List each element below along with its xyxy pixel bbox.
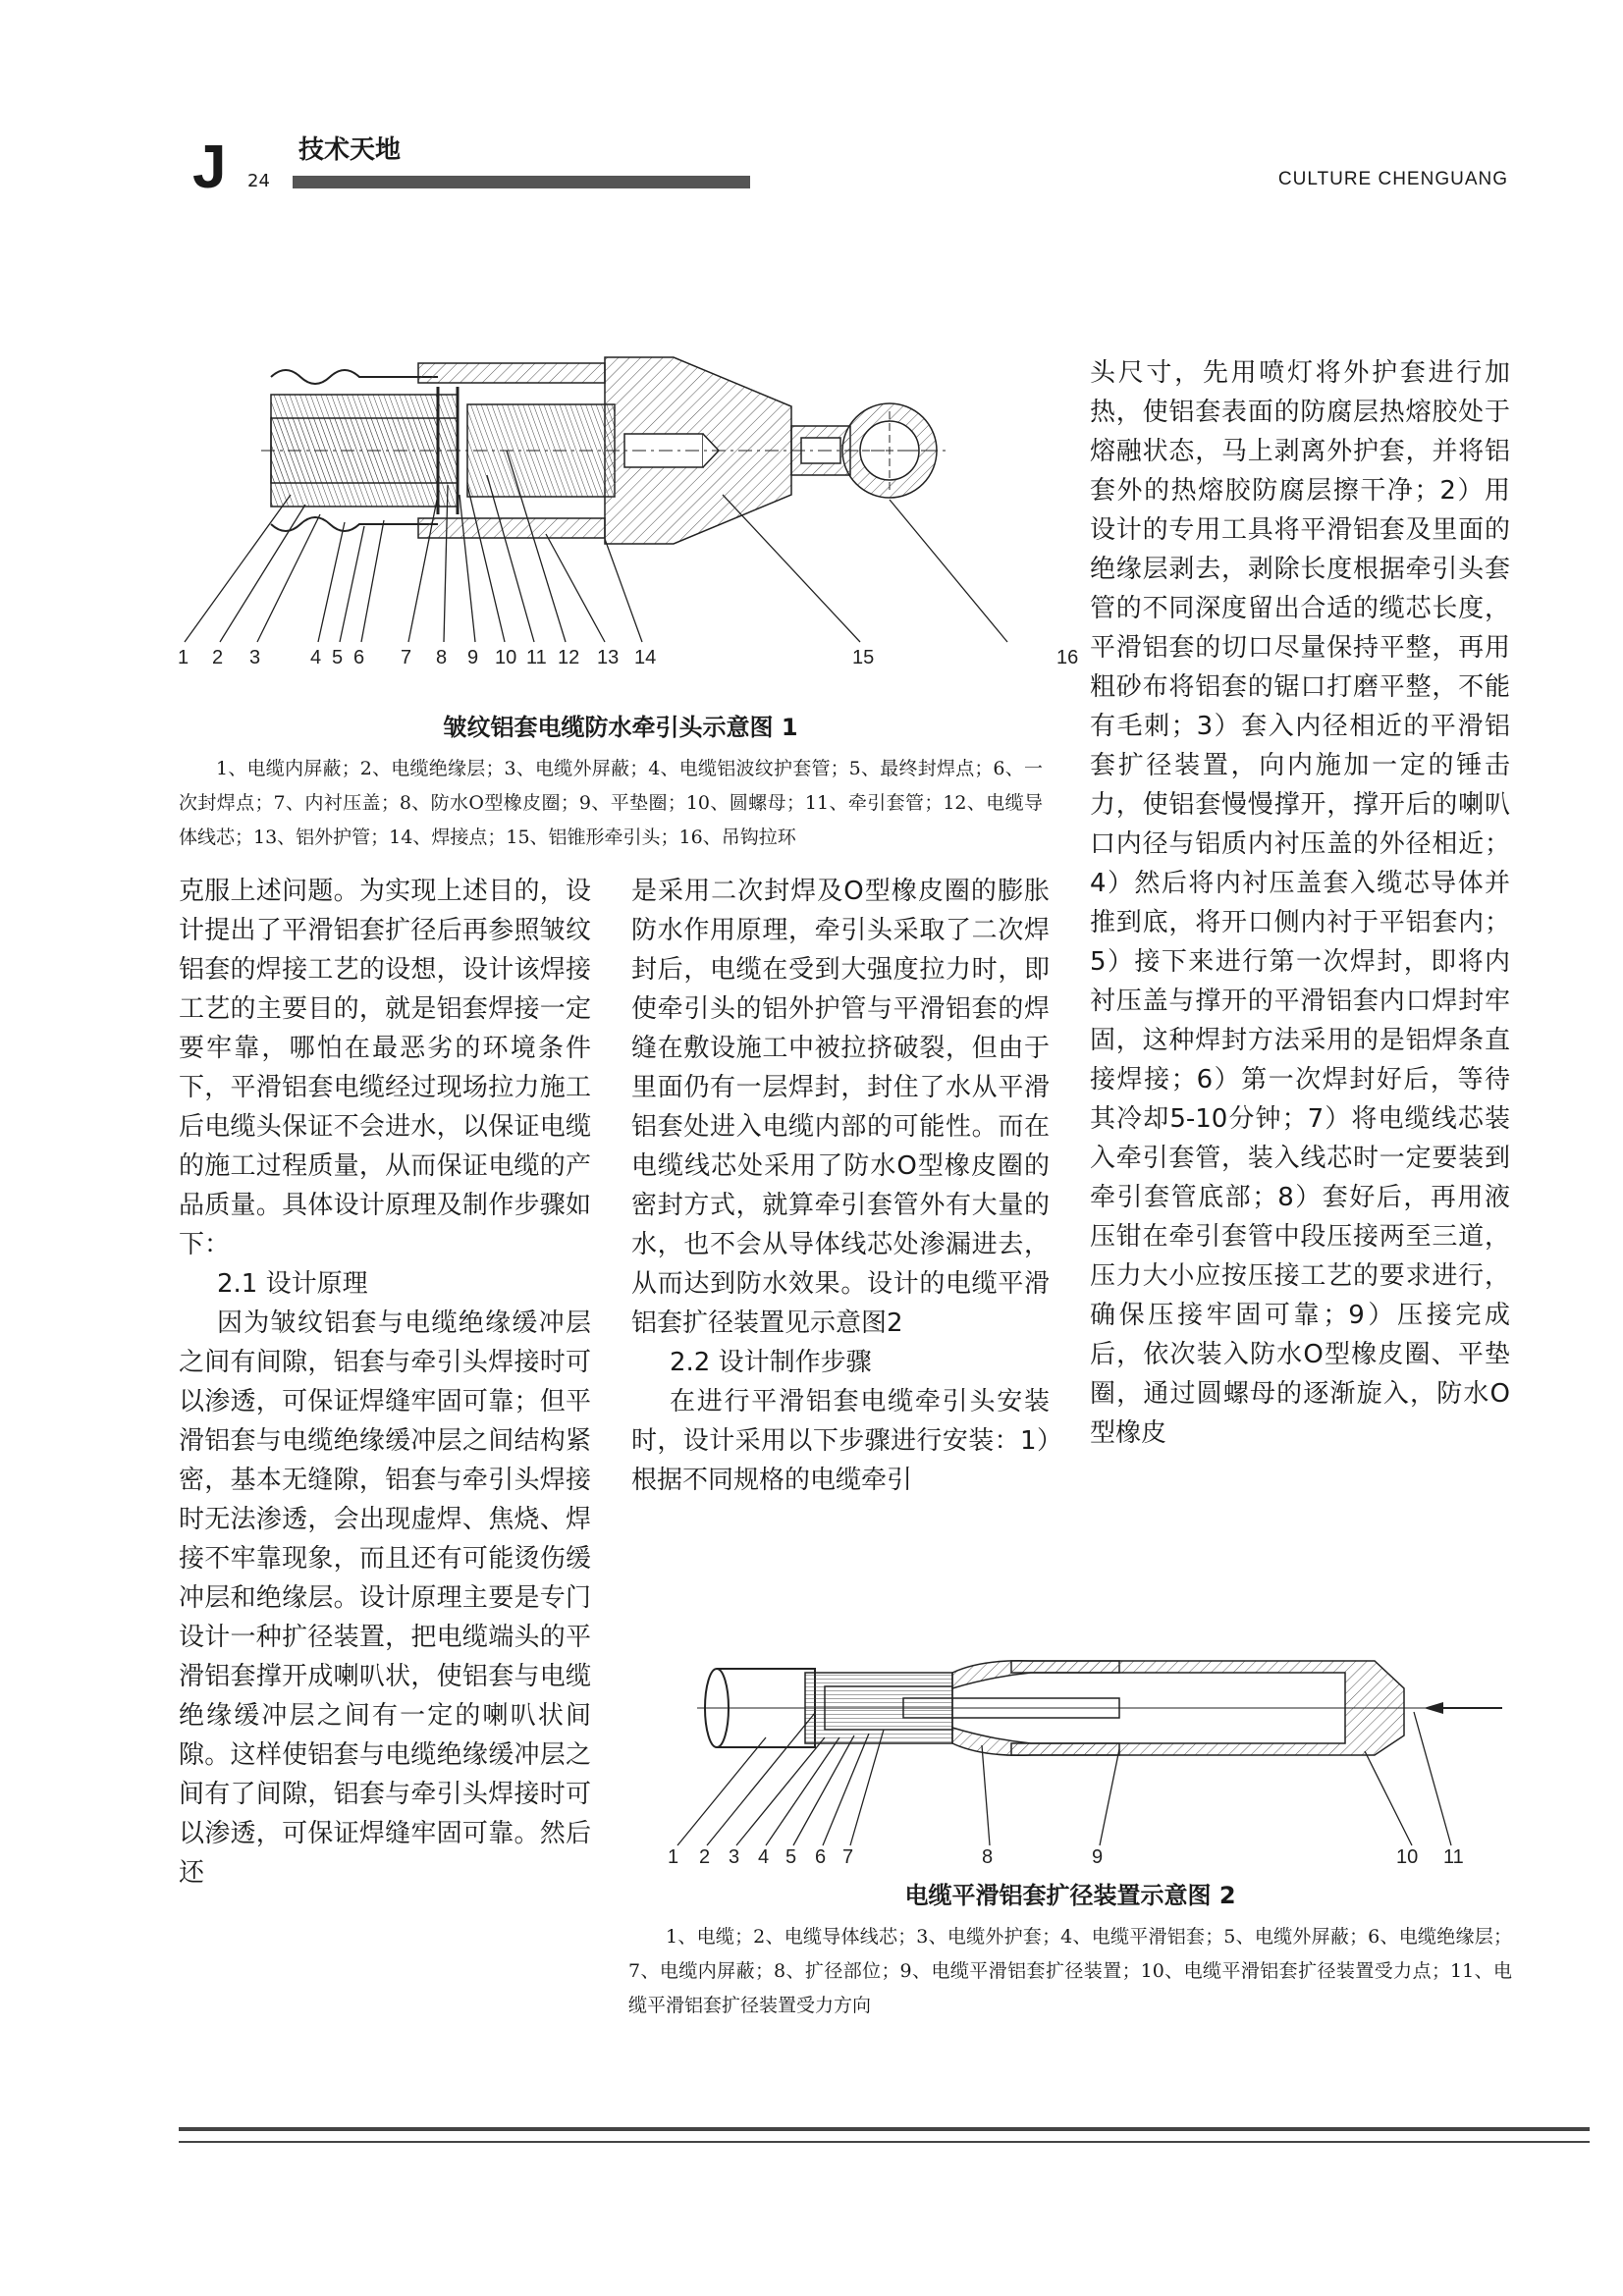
fig1-label: 4 xyxy=(310,647,322,668)
fig2-label: 4 xyxy=(758,1846,770,1865)
header-letter: J xyxy=(192,133,227,201)
fig2-label: 8 xyxy=(982,1846,994,1865)
fig1-label: 16 xyxy=(1056,647,1079,668)
fig1-label: 6 xyxy=(353,647,365,668)
fig2-label: 5 xyxy=(785,1846,797,1865)
fig2-label: 10 xyxy=(1396,1846,1419,1865)
figure-1-drawing xyxy=(173,347,1088,671)
fig2-label: 2 xyxy=(699,1846,711,1865)
figure-1-title: 皱纹铝套电缆防水牵引头示意图 1 xyxy=(443,714,798,741)
page-number: 24 xyxy=(247,171,270,191)
fig1-label: 5 xyxy=(332,647,344,668)
fig2-label: 9 xyxy=(1092,1846,1104,1865)
fig1-label: 13 xyxy=(597,647,620,668)
footer-rule xyxy=(179,2141,1590,2143)
paragraph: 头尺寸，先用喷灯将外护套进行加热，使铝套表面的防腐层热熔胶处于熔融状态，马上剥离外护套，并将铝套外的热熔胶防腐层擦干净；2）用设计的专用工具将平滑铝套及里面的绝缘层剥去，剥除长度根据牵引头套管的不同深度留出合适的缆芯长度，平滑铝套的切口尽量保持平整，再用粗砂布将铝套的锯口打磨平整，不能有毛刺；3）套入内径相近的平滑铝套扩径装置，向内施加一定的锤击力，使铝套慢慢撑开，撑开后的喇叭口内径与铝质内衬压盖的外径相近；4）然后将内衬压盖套入缆芯导体并推到底，将开口侧内衬于平铝套内；5）接下来进行第一次焊封，即将内衬压盖与撑开的平滑铝套内口焊封牢固，这种焊封方法采用的是铝焊条直接焊接；6）第一次焊封好后，等待其冷却5-10分钟；7）将电缆线芯装入牵引套管，装入线芯时一定要装到牵引套管底部；8）套好后，再用液压钳在牵引套管中段压接两至三道，压力大小应按压接工艺的要求进行，确保压接牢固可靠；9）压接完成后，依次装入防水O型橡皮圈、平垫圈，通过圆螺母的逐渐旋入，防水O型橡皮 xyxy=(1090,358,1510,1448)
figure-2-title: 电缆平滑铝套扩径装置示意图 2 xyxy=(904,1882,1236,1909)
fig1-label: 10 xyxy=(495,647,517,668)
footer-rule xyxy=(179,2127,1590,2131)
left-column xyxy=(179,872,591,1893)
fig1-label: 15 xyxy=(852,647,875,668)
fig2-label: 7 xyxy=(842,1846,854,1865)
fig1-label: 3 xyxy=(249,647,261,668)
figure-2-legend: 1、电缆；2、电缆导体线芯；3、电缆外护套；4、电缆平滑铝套；5、电缆外屏蔽；6、电缆绝缘层；7、电缆内屏蔽；8、扩径部位；9、电缆平滑铝套扩径装置；10、电缆平滑铝套扩径装置受力点；11、电缆平滑铝套扩径装置受力方向 xyxy=(628,1926,1512,2016)
figure-1 xyxy=(173,347,1088,671)
fig1-label: 2 xyxy=(212,647,224,668)
fig2-label: 1 xyxy=(668,1846,679,1865)
figure-2 xyxy=(658,1659,1522,1865)
fig1-label: 1 xyxy=(178,647,189,668)
paragraph: 是采用二次封焊及O型橡皮圈的膨胀防水作用原理，牵引头采取了二次焊封后，电缆在受到大强度拉力时，即使牵引头的铝外护管与平滑铝套的焊缝在敷设施工中被拉挤破裂，但由于里面仍有一层焊封，封住了水从平滑铝套处进入电缆内部的可能性。而在电缆线芯处采用了防水O型橡皮圈的密封方式，就算牵引套管外有大量的水，也不会从导体线芯处渗漏进去，从而达到防水效果。设计的电缆平滑铝套扩径装置见示意图2 xyxy=(631,877,1050,1338)
fig1-label: 14 xyxy=(634,647,657,668)
header-bar xyxy=(293,176,750,188)
section-heading-2-2: 2.2 设计制作步骤 xyxy=(670,1348,872,1377)
paragraph: 克服上述问题。为实现上述目的，设计提出了平滑铝套扩径后再参照皱纹铝套的焊接工艺的设想，设计该焊接工艺的主要目的，就是铝套焊接一定要牢靠，哪怕在最恶劣的环境条件下，平滑铝套电缆经过现场拉力施工后电缆头保证不会进水，以保证电缆的施工过程质量，从而保证电缆的产品质量。具体设计原理及制作步骤如下： xyxy=(179,877,591,1259)
fig1-label: 9 xyxy=(467,647,479,668)
section-heading-2-1: 2.1 设计原理 xyxy=(217,1269,368,1299)
middle-column xyxy=(631,872,1050,1500)
right-column xyxy=(1090,353,1510,1453)
section-title: 技术天地 xyxy=(298,135,402,165)
paragraph: 在进行平滑铝套电缆牵引头安装时，设计采用以下步骤进行安装：1）根据不同规格的电缆牵引 xyxy=(631,1387,1050,1495)
fig1-label: 12 xyxy=(558,647,580,668)
fig2-label: 3 xyxy=(729,1846,740,1865)
fig2-label: 11 xyxy=(1443,1846,1464,1865)
fig1-label: 7 xyxy=(401,647,412,668)
magazine-name: CULTURE CHENGUANG xyxy=(1277,169,1508,189)
fig2-label: 6 xyxy=(815,1846,827,1865)
fig1-label: 8 xyxy=(436,647,448,668)
fig1-label: 11 xyxy=(526,647,547,668)
paragraph: 因为皱纹铝套与电缆绝缘缓冲层之间有间隙，铝套与牵引头焊接时可以渗透，可保证焊缝牢固可靠；但平滑铝套与电缆绝缘缓冲层之间结构紧密，基本无缝隙，铝套与牵引头焊接时无法渗透，会出现虚焊、焦烧、焊接不牢靠现象，而且还有可能烫伤缓冲层和绝缘层。设计原理主要是专门设计一种扩径装置，把电缆端头的平滑铝套撑开成喇叭状，使铝套与电缆绝缘缓冲层之间有一定的喇叭状间隙。这样使铝套与电缆绝缘缓冲层之间有了间隙，铝套与牵引头焊接时可以渗透，可保证焊缝牢固可靠。然后还 xyxy=(179,1308,591,1888)
figure-1-legend: 1、电缆内屏蔽；2、电缆绝缘层；3、电缆外屏蔽；4、电缆铝波纹护套管；5、最终封焊点；6、一次封焊点；7、内衬压盖；8、防水O型橡皮圈；9、平垫圈；10、圆螺母；11、牵引套管；12、电缆导体线芯；13、铝外护管；14、焊接点；15、铝锥形牵引头；16、吊钩拉环 xyxy=(179,758,1043,848)
figure-2-drawing xyxy=(658,1659,1522,1865)
